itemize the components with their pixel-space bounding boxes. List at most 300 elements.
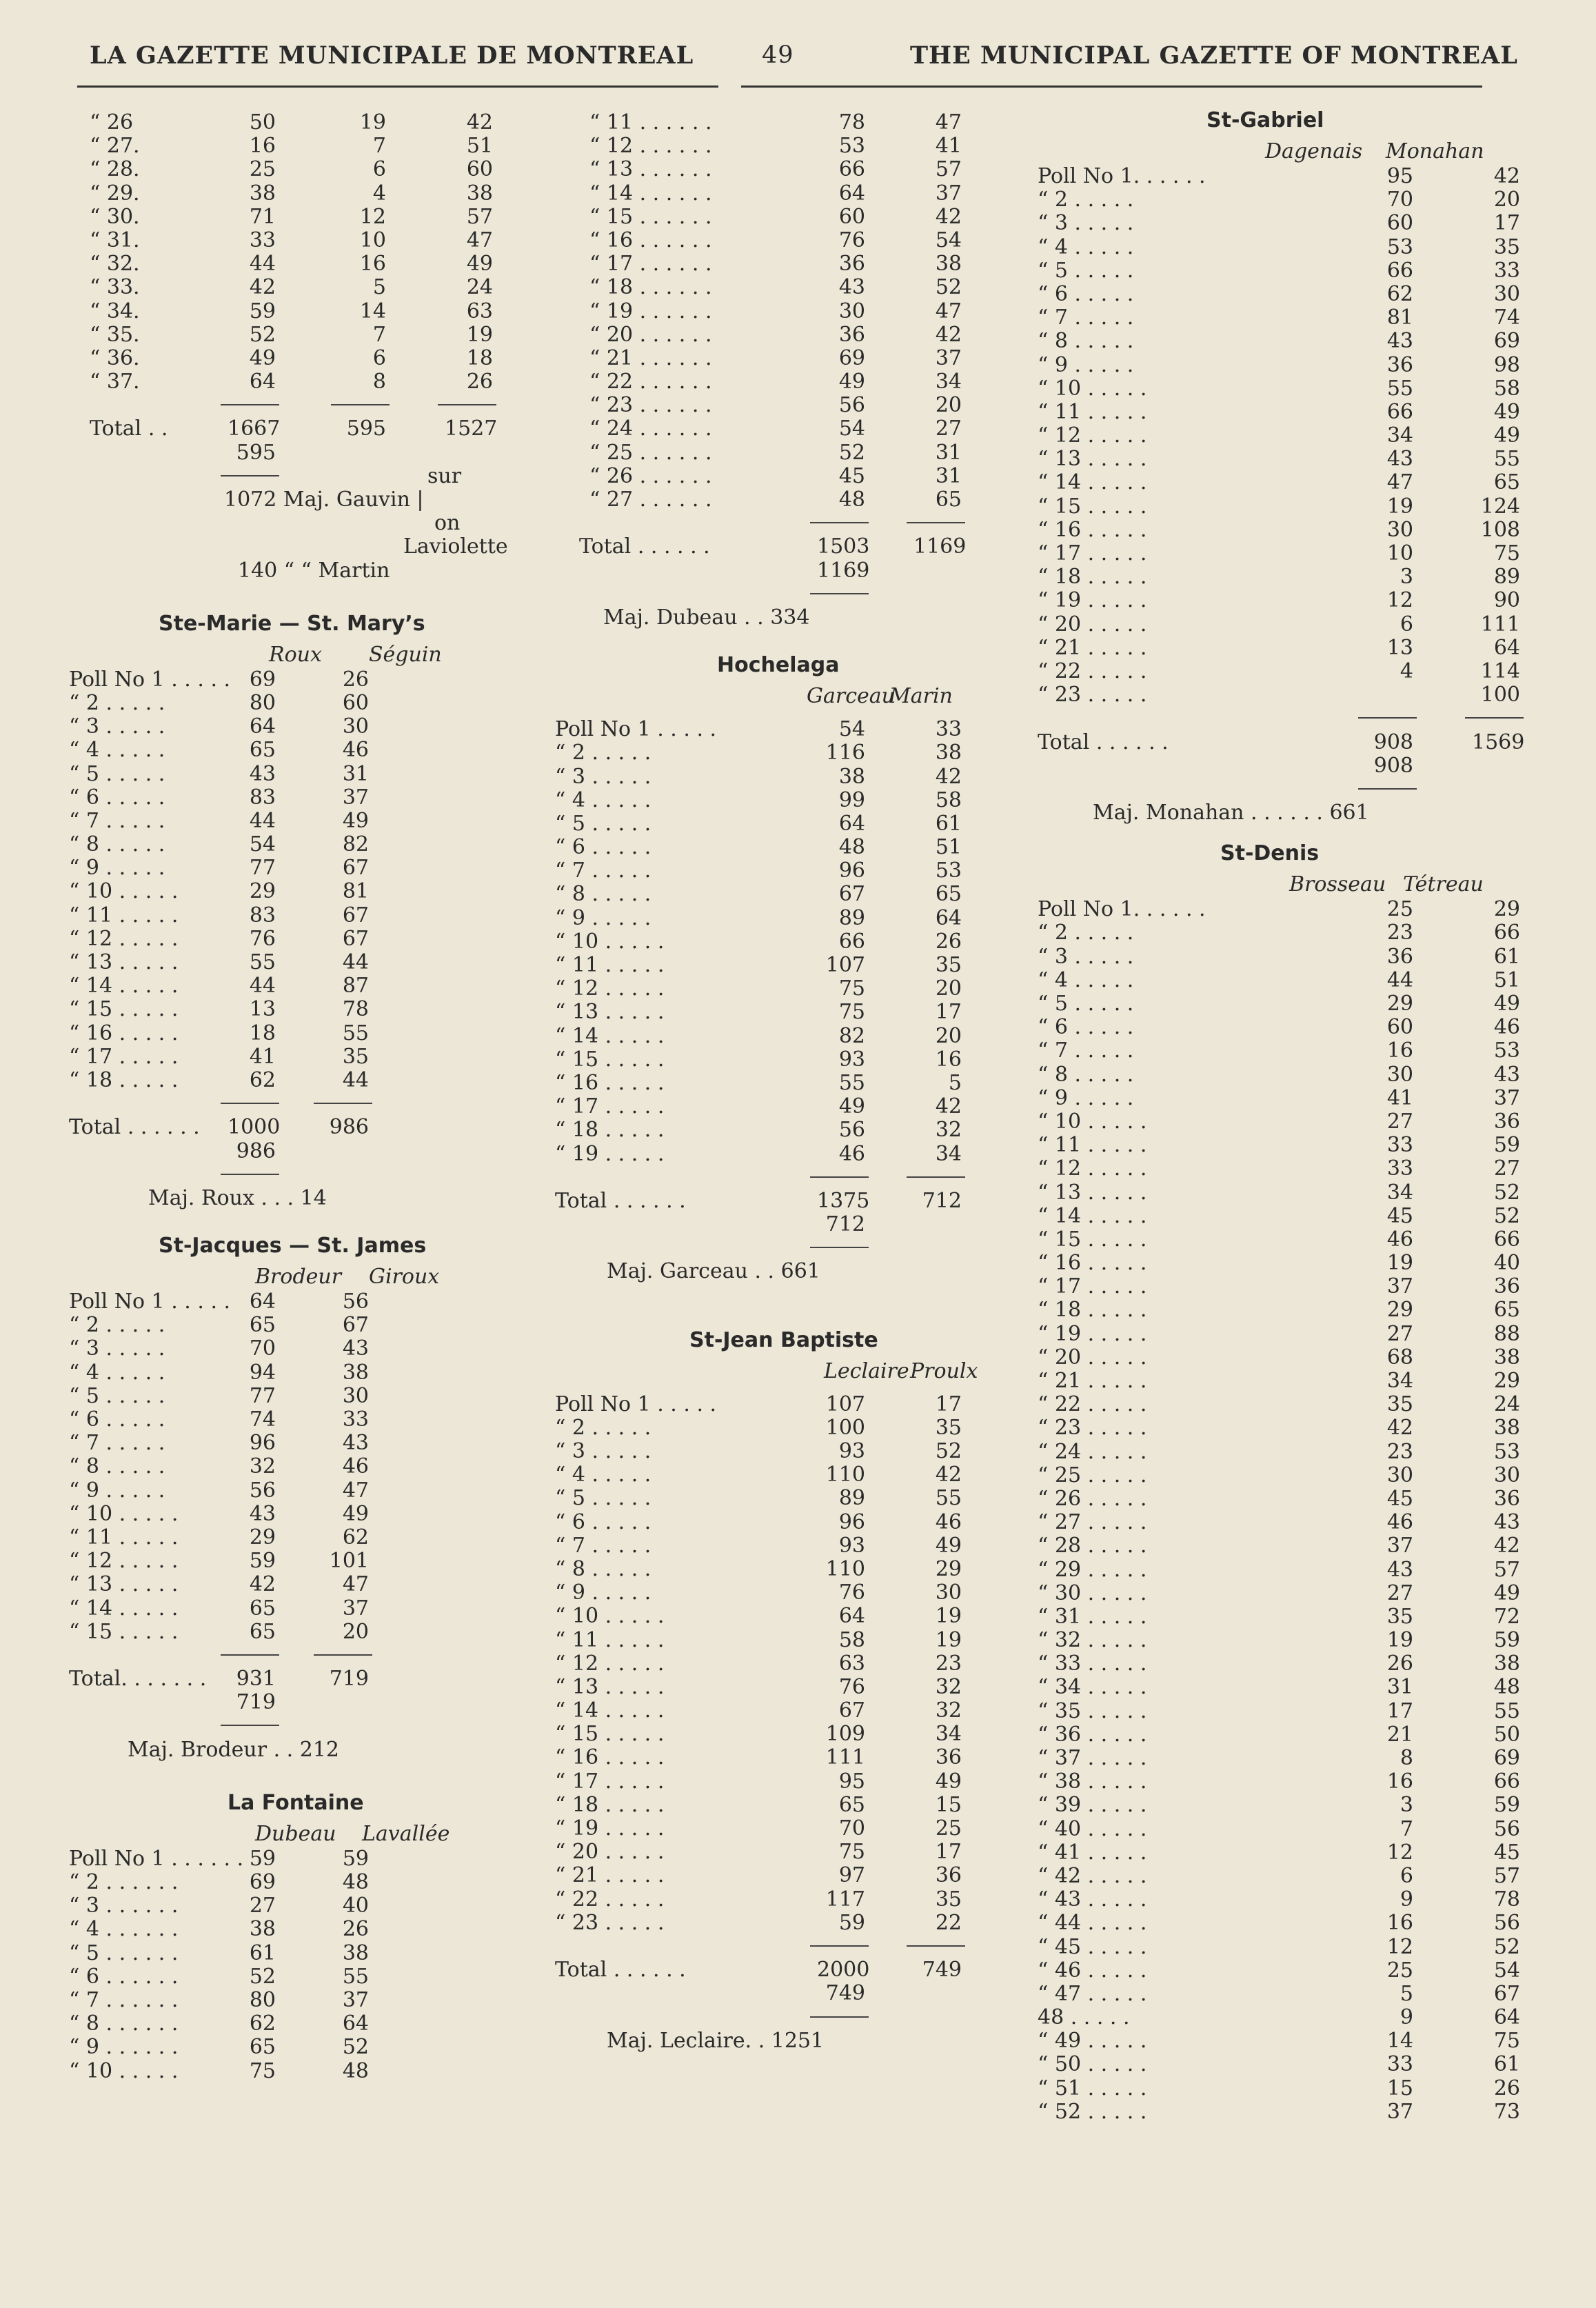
vote-count: 73 [1493,2099,1520,2124]
vote-count: 16 [359,252,386,277]
vote-count: 52 [342,2035,369,2060]
table-row [552,1557,1034,1581]
vote-count: 81 [342,879,369,904]
vote-count: 36 [1493,1486,1520,1511]
vote-count: 90 [1493,588,1520,613]
table-row [1038,1204,1548,1227]
vote-count: 712 [922,1188,962,1213]
vote-count: 55 [1386,376,1413,401]
table-row [552,1816,1034,1840]
poll-label: Total. . . . . . . [69,1667,207,1692]
candidate-names [1038,870,1548,897]
vote-count: 6 [1400,1863,1413,1888]
vote-count: 43 [1493,1510,1520,1535]
poll-label: Poll No 1 . . . . . [69,1290,231,1314]
vote-count: 5 [1400,1981,1413,2006]
vote-count: 43 [838,275,865,300]
vote-count: 48 [838,488,865,512]
table-row [1038,1156,1548,1180]
poll-label: “ 51 . . . . . [1038,2076,1147,2100]
vote-count: 77 [249,1383,276,1408]
table-row [69,1941,538,1965]
vote-count: 20 [935,1023,962,1048]
table-row [69,1549,538,1572]
vote-count: 66 [1493,1227,1520,1252]
sum-line [221,1654,279,1656]
vote-count: 20 [1493,188,1520,212]
poll-label: “ 16 . . . . . . [589,228,712,252]
vote-count: 42 [1386,1416,1413,1441]
vote-count: 33 [1386,1133,1413,1158]
vote-count: 33 [1493,258,1520,283]
poll-label: “ 18 . . . . . [69,1067,179,1092]
table-row [1038,1487,1548,1510]
vote-count: 49 [466,252,493,277]
vote-count: 36 [935,1745,962,1770]
table-row [1038,2100,1548,2123]
vote-count: 89 [1493,565,1520,590]
table-row [1038,588,1548,612]
sum-line [221,475,279,476]
poll-label: “ 49 . . . . . [1038,2029,1147,2054]
poll-label: “ 12 . . . . . [555,976,665,1001]
poll-label: “ 16 . . . . . [1038,517,1147,542]
poll-label: “ 10 . . . . . [555,929,665,954]
sum-rule [552,511,1034,534]
table-row [69,1336,538,1360]
table-row [69,903,538,927]
vote-count: 37 [1386,1534,1413,1558]
table-row [552,1392,1034,1416]
poll-label: “ 5 . . . . . [555,1486,651,1511]
vote-count: 52 [838,440,865,465]
poll-label: “ 5 . . . . . [555,811,651,836]
vote-count: 50 [1493,1722,1520,1747]
vote-count: 19 [466,322,493,347]
vote-count: 50 [249,110,276,134]
poll-label: “ 25 . . . . . . [589,440,712,465]
vote-count: 75 [838,976,865,1001]
vote-count: 36 [838,252,865,277]
sum-line [907,1945,965,1947]
vote-count: 23 [1386,1439,1413,1464]
poll-label: “ 43 . . . . . [1038,1887,1147,1912]
poll-label: “ 6 . . . . . [555,835,651,860]
table-row [552,1793,1034,1816]
vote-count: 30 [1386,1062,1413,1087]
vote-count: 66 [838,157,865,182]
poll-label: “ 22 . . . . . [1038,659,1147,683]
vote-count: 80 [249,690,276,715]
poll-label: “ 10 . . . . . [1038,1109,1147,1134]
table-row [1038,565,1548,588]
majority-text: Maj. Brodeur . . 212 [128,1737,339,1762]
vote-count: 114 [1480,659,1520,683]
vote-count: 20 [935,393,962,418]
vote-count: 33 [249,228,276,252]
poll-label: “ 17 . . . . . [1038,1274,1147,1299]
vote-count: 26 [1493,2076,1520,2100]
vote-count: 37 [1493,1085,1520,1110]
poll-label: “ 6 . . . . . [69,1407,165,1432]
vote-count: 38 [1493,1652,1520,1676]
poll-label: “ 20 . . . . . [1038,1345,1147,1369]
poll-label: “ 3 . . . . . [69,714,165,739]
vote-count: 69 [1493,329,1520,354]
vote-count: 42 [1493,1534,1520,1558]
vote-count: 19 [1386,494,1413,519]
poll-label: “ 15 . . . . . [555,1047,665,1072]
vote-count: 46 [935,1509,962,1534]
table-row [1038,1510,1548,1534]
poll-label: “ 14 . . . . . . [589,181,712,205]
table-row [69,252,538,275]
vote-count: 62 [249,1067,276,1092]
poll-label: “ 19 . . . . . . [589,299,712,323]
vote-count: 59 [249,1549,276,1574]
poll-label: “ 32 . . . . . [1038,1628,1147,1653]
vote-count: 44 [249,808,276,833]
sum-line [438,404,496,405]
table-row [552,1534,1034,1557]
vote-count: 60 [838,204,865,229]
vote-count: 46 [1493,1015,1520,1040]
vote-count: 61 [1493,2052,1520,2077]
table-row [552,488,1034,511]
vote-count: 59 [1493,1628,1520,1653]
vote-count: 1000 [228,1115,281,1140]
poll-label: “ 40 . . . . . [1038,1816,1147,1841]
table-row [69,785,538,809]
table-row [552,765,1034,788]
vote-count: 48 [1493,1675,1520,1700]
vote-count: 15 [935,1792,962,1817]
table-row [1038,1605,1548,1628]
table-row [1038,1298,1548,1321]
poll-label: “ 11 . . . . . [555,953,665,977]
vote-count: 35 [935,1415,962,1440]
table-row [69,181,538,205]
vote-count: 52 [249,1964,276,1989]
vote-count: 45 [1386,1486,1413,1511]
poll-label: “ 5 . . . . . [69,761,165,786]
poll-label: “ 34. [90,299,140,323]
poll-label: “ 10 . . . . . [555,1604,665,1629]
poll-label: “ 10 . . . . . [69,2058,179,2083]
poll-label: Total . . . . . . [555,1958,686,1983]
vote-count: 29 [249,1525,276,1549]
vote-count: 55 [342,1021,369,1045]
poll-label: “ 15 . . . . . . [589,204,712,229]
vote-count: 44 [249,974,276,999]
vote-count: 55 [838,1070,865,1095]
vote-count: 42 [1493,164,1520,188]
vote-count: 37 [342,1596,369,1620]
vote-count: 43 [1386,447,1413,472]
table-row [552,930,1034,953]
vote-count: 34 [935,1141,962,1166]
table-row [552,228,1034,252]
vote-count: 67 [342,903,369,927]
table-row [69,1478,538,1502]
vote-count: 111 [1480,612,1520,636]
vote-count: 46 [342,738,369,763]
sum-rule [552,1236,1034,1259]
table-row [1038,164,1548,188]
poll-label: “ 8 . . . . . [69,1454,165,1479]
poll-label: “ 19 . . . . . [1038,1321,1147,1346]
poll-label: “ 50 . . . . . [1038,2052,1147,2077]
sum-rule [552,582,1034,605]
vote-count: 57 [1493,1557,1520,1582]
vote-count: 53 [1386,234,1413,259]
table-row [552,1675,1034,1698]
vote-count: 58 [935,787,962,812]
martin-label [69,559,538,582]
vote-count: 51 [1493,967,1520,992]
poll-label: “ 7 . . . . . [1038,1038,1134,1063]
vote-count: 26 [342,667,369,692]
vote-count: 67 [342,1313,369,1338]
table-row [1038,1887,1548,1911]
table-row [1038,470,1548,494]
poll-label: “ 11 . . . . . [69,903,179,927]
poll-label: “ 26 . . . . . . [589,463,712,488]
vote-count: 34 [1386,423,1413,448]
table-row [69,1502,538,1525]
poll-label: “ 30 . . . . . [1038,1581,1147,1605]
vote-count: 96 [249,1431,276,1456]
poll-label: “ 11 . . . . . [1038,1133,1147,1158]
table-row [1038,968,1548,992]
vote-count: 38 [1493,1416,1520,1441]
table-row [69,1384,538,1407]
poll-label: “ 20 . . . . . [555,1840,665,1865]
poll-label: “ 25 . . . . . [1038,1463,1147,1487]
vote-count: 97 [838,1863,865,1888]
poll-label: “ 4 . . . . . . [69,1917,179,1942]
vote-count: 40 [1493,1251,1520,1276]
total-row [69,1667,538,1690]
table-row [69,1290,538,1313]
poll-label: Poll No 1 . . . . . [555,717,717,742]
vote-count: 47 [342,1572,369,1597]
poll-label: “ 14 . . . . . [69,974,179,999]
vote-count: 43 [1386,1557,1413,1582]
vote-count: 35 [935,953,962,977]
candidate-names [552,681,1034,709]
table-row [1038,1086,1548,1110]
vote-count: 64 [935,905,962,930]
table-row [552,953,1034,976]
vote-count: 6 [372,157,386,182]
vote-count: 42 [935,322,962,347]
table-row [552,393,1034,417]
vote-count: 36 [1493,1109,1520,1134]
vote-count: 54 [838,417,865,441]
vote-count: 52 [1493,1180,1520,1205]
poll-label: “ 21 . . . . . . [589,345,712,370]
vote-count: 719 [329,1667,369,1692]
sum-line [810,522,869,523]
vote-count: 1503 [817,534,870,559]
vote-count: 5 [948,1070,962,1095]
vote-count: 15 [1386,2076,1413,2100]
total-row [552,1958,1034,1981]
vote-count: 83 [249,785,276,810]
poll-label: “ 52 . . . . . [1038,2099,1147,2124]
candidate-1: Dagenais [1265,139,1363,163]
vote-count: 9 [1400,1887,1413,1912]
total-row [552,1189,1034,1212]
vote-count: 24 [1493,1392,1520,1417]
vote-count: 931 [236,1667,276,1692]
vote-count: 16 [1386,1038,1413,1063]
vote-count: 12 [1386,1934,1413,1959]
subtract-row [1038,754,1548,777]
vote-count: 74 [1493,305,1520,330]
poll-label: “ 21 . . . . . [1038,635,1147,660]
table-row [69,1045,538,1068]
table-row [552,275,1034,299]
section-title: St-Jacques — St. James [159,1234,427,1258]
spacer [552,629,1034,650]
vote-count: 27 [249,1894,276,1918]
vote-count: 749 [922,1958,962,1983]
poll-label: “ 35. [90,322,140,347]
vote-count: 40 [342,1894,369,1918]
vote-count: 77 [249,856,276,881]
poll-label: “ 6 . . . . . [69,785,165,810]
poll-label: Poll No 1 . . . . . [69,667,231,692]
majority-text: Maj. Dubeau . . 334 [603,605,810,630]
vote-count: 27 [1493,1156,1520,1181]
vote-count: 25 [1386,897,1413,922]
sum-rule [69,393,538,417]
column-2 [552,110,1034,2052]
sum-line [810,593,869,594]
total-row [69,1115,538,1138]
vote-count: 66 [1386,258,1413,283]
poll-label: “ 37 . . . . . [1038,1746,1147,1770]
table-row [69,110,538,134]
poll-label: “ 2 . . . . . [69,1313,165,1338]
table-row [1038,282,1548,305]
vote-count: 56 [1493,1816,1520,1841]
vote-count: 69 [1493,1746,1520,1770]
table-row [552,1118,1034,1141]
vote-count: 30 [1493,281,1520,306]
vote-count: 25 [249,157,276,182]
poll-label: “ 10 . . . . . [1038,376,1147,401]
vote-count: 37 [1386,1274,1413,1299]
vote-count: 5 [372,275,386,300]
vote-count: 64 [342,2011,369,2036]
sum-line [221,1103,279,1104]
poll-label: “ 13 . . . . . [555,1674,665,1699]
poll-label: “ 16 . . . . . [69,1021,179,1045]
table-row [69,1431,538,1454]
vote-count: 96 [838,1509,865,1534]
poll-label: “ 7 . . . . . [555,859,651,883]
table-row [1038,992,1548,1015]
table-row [1038,1534,1548,1557]
poll-label: “ 2 . . . . . [555,741,651,765]
poll-label: “ 42 . . . . . [1038,1863,1147,1888]
majority [552,2029,1034,2052]
table-row [552,812,1034,835]
vote-count: 26 [935,929,962,954]
table-row [69,997,538,1021]
table-row [69,1894,538,1917]
vote-count: 7 [1400,1816,1413,1841]
vote-count: 908 [1373,730,1413,754]
vote-count: 49 [838,1094,865,1119]
page-number: 49 [762,41,794,69]
vote-count: 65 [249,2035,276,2060]
vote-count: 51 [935,835,962,860]
vote-count: 29 [249,879,276,904]
vote-count: 29 [1493,1369,1520,1393]
table-row [1038,612,1548,636]
vote-count: 30 [1493,1463,1520,1487]
vote-count: 100 [825,1415,865,1440]
poll-label: Total . . [90,417,168,441]
header-rule-right [741,86,1482,88]
table-row [552,1463,1034,1486]
vote-count: 42 [935,1094,962,1119]
vote-count: 29 [935,1556,962,1581]
poll-label: “ 14 . . . . . [69,1596,179,1620]
vote-count: 76 [838,1674,865,1699]
sum-rule [1038,777,1548,801]
vote-count: 30 [1386,1463,1413,1487]
poll-label: “ 30. [90,204,140,229]
sum-line [314,1654,372,1656]
vote-count: 72 [1493,1604,1520,1629]
poll-label: “ 31 . . . . . [1038,1604,1147,1629]
table-row [1038,1181,1548,1204]
poll-label: “ 2 . . . . . [69,690,165,715]
poll-label: “ 13 . . . . . [1038,1180,1147,1205]
table-row [552,346,1034,370]
section-title: La Fontaine [228,1790,364,1815]
table-row [1038,1063,1548,1086]
poll-label: “ 24 . . . . . [1038,1439,1147,1464]
vote-count: 14 [1386,2029,1413,2054]
on-label [69,511,538,534]
poll-label: “ 14 . . . . . [555,1698,665,1723]
poll-label: “ 16 . . . . . [555,1070,665,1095]
vote-count: 41 [249,1044,276,1069]
table-row [1038,636,1548,659]
vote-count: 46 [838,1141,865,1166]
vote-count: 53 [838,134,865,159]
table-row [69,879,538,903]
vote-count: 56 [249,1478,276,1503]
vote-count: 42 [466,110,493,134]
poll-label: “ 9 . . . . . [555,905,651,930]
vote-count: 59 [1493,1793,1520,1818]
vote-count: 35 [1493,234,1520,259]
vote-count: 8 [1400,1746,1413,1770]
sum-rule [69,1163,538,1186]
spacer [69,582,538,608]
table-row [1038,659,1548,683]
table-row [552,1439,1034,1463]
vote-count: 111 [825,1745,865,1770]
vote-count: 69 [249,1870,276,1894]
